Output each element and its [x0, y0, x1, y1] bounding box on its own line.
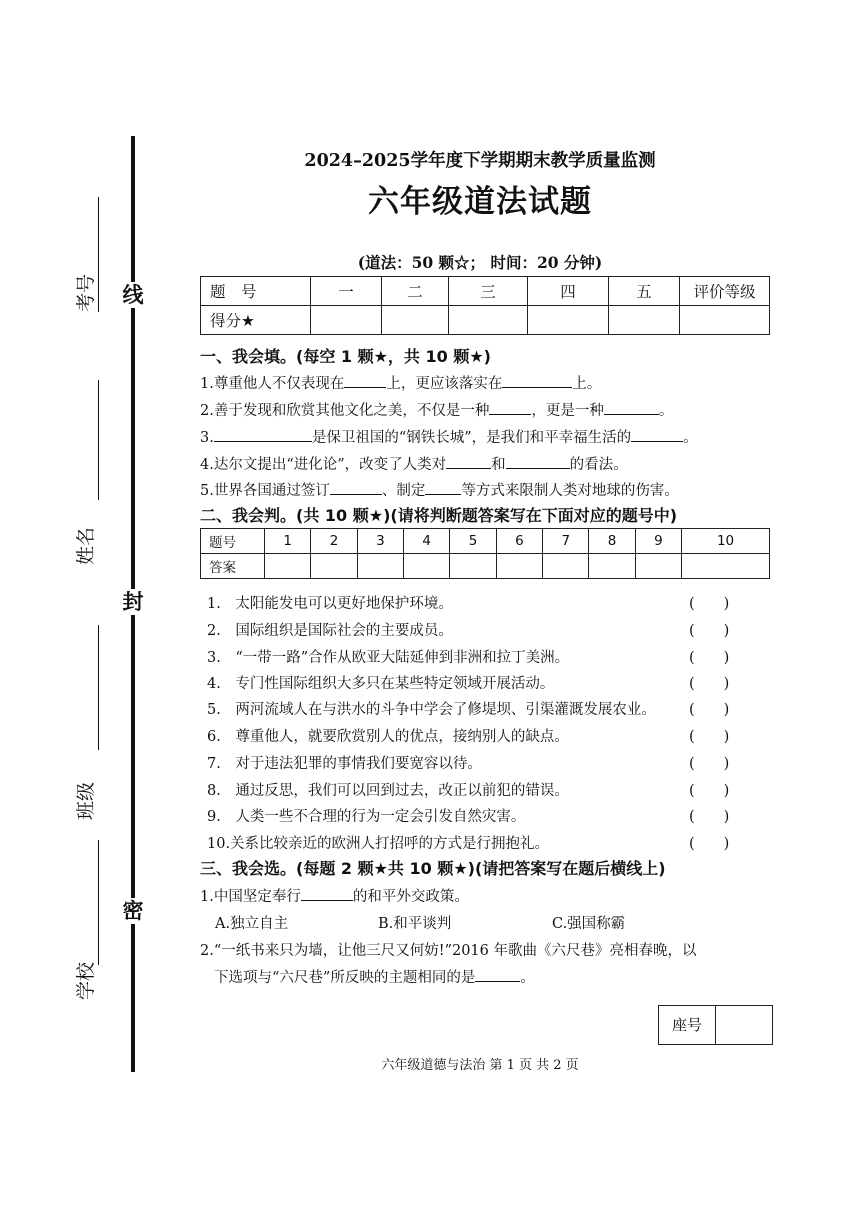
judgment-number: 4 [404, 529, 450, 554]
school-field[interactable] [72, 800, 102, 1000]
exam-number-label: 考号 [75, 273, 97, 312]
answer-parentheses[interactable]: ( ) [689, 836, 730, 852]
judgment-answer-cell[interactable] [404, 554, 450, 579]
answer-blank[interactable] [475, 967, 520, 982]
score-cell[interactable] [680, 306, 770, 335]
judgment-answer-cell[interactable] [357, 554, 403, 579]
fill-question-4: 4.达尔文提出“进化论”，改变了人类对 和 的看法。 [200, 453, 628, 474]
judgment-item-7: 7. 对于违法犯罪的事情我们要宽容以待。 ( ) [207, 752, 747, 773]
answer-parentheses[interactable]: ( ) [689, 650, 730, 666]
class-label: 班级 [75, 781, 97, 820]
answer-blank[interactable] [631, 427, 683, 442]
judgment-answer-cell[interactable] [589, 554, 635, 579]
judgment-item-4: 4. 专门性国际组织大多只在某些特定领域开展活动。 ( ) [207, 672, 747, 693]
score-cell[interactable] [528, 306, 609, 335]
seat-number-label: 座号 [659, 1006, 716, 1044]
page-footer: 六年级道德与法治 第 1 页 共 2 页 [381, 1058, 579, 1073]
judgment-item-10: 10.关系比较亲近的欧洲人打招呼的方式是行拥抱礼。 ( ) [207, 832, 747, 853]
judgment-number-row [201, 529, 770, 554]
section-3-heading: 三、我会选。(每题 2 颗★共 10 颗★)(请把答案写在题后横线上) [200, 859, 666, 878]
answer-blank[interactable] [446, 454, 491, 469]
choice-question-2-line-2: 下选项与“六尺巷”所反映的主题相同的是 。 [214, 966, 535, 987]
judgment-row-label: 题号 [201, 529, 265, 554]
answer-blank[interactable] [344, 373, 386, 388]
judgment-number: 7 [543, 529, 589, 554]
score-header-cell: 五 [609, 277, 680, 306]
judgment-answer-cell[interactable] [543, 554, 589, 579]
judgment-answer-cell[interactable] [450, 554, 496, 579]
seal-mark-feng: 封 [122, 589, 144, 614]
judgment-answer-table [200, 528, 770, 579]
judgment-item-2: 2. 国际组织是国际社会的主要成员。 ( ) [207, 619, 747, 640]
answer-parentheses[interactable]: ( ) [689, 809, 730, 825]
fill-question-2: 2.善于发现和欣赏其他文化之美，不仅是一种 ，更是一种 。 [200, 399, 673, 420]
judgment-item-9: 9. 人类一些不合理的行为一定会引发自然灾害。 ( ) [207, 805, 747, 826]
score-cell[interactable] [382, 306, 449, 335]
exam-info: (道法：50 颗☆； 时间：20 分钟) [357, 253, 603, 272]
answer-blank[interactable] [502, 373, 572, 388]
answer-blank[interactable] [330, 480, 382, 495]
score-header-cell: 四 [528, 277, 609, 306]
answer-parentheses[interactable]: ( ) [689, 729, 730, 745]
school-label: 学校 [75, 961, 97, 1000]
school-blank[interactable] [98, 840, 99, 965]
score-cell[interactable] [311, 306, 382, 335]
answer-parentheses[interactable]: ( ) [689, 783, 730, 799]
class-field[interactable] [72, 620, 102, 820]
judgment-number: 3 [357, 529, 403, 554]
option-b[interactable]: B.和平谈判 [378, 916, 452, 932]
choice-question-1: 1.中国坚定奉行 的和平外交政策。 [200, 885, 469, 906]
seat-number-input[interactable] [717, 1006, 772, 1044]
score-table [200, 276, 770, 335]
score-header-cell: 一 [311, 277, 382, 306]
judgment-number: 5 [450, 529, 496, 554]
judgment-item-6: 6. 尊重他人，就要欣赏别人的优点，接纳别人的缺点。 ( ) [207, 725, 747, 746]
answer-parentheses[interactable]: ( ) [689, 623, 730, 639]
judgment-item-5: 5. 两河流域人在与洪水的斗争中学会了修堤坝、引渠灌溉发展农业。 ( ) [207, 698, 747, 719]
exam-title: 六年级道法试题 [368, 184, 592, 220]
answer-parentheses[interactable]: ( ) [689, 596, 730, 612]
score-row-label: 得分★ [201, 306, 311, 335]
name-blank[interactable] [98, 380, 99, 500]
judgment-number: 2 [311, 529, 357, 554]
judgment-number: 8 [589, 529, 635, 554]
score-table-header-row [201, 277, 770, 306]
answer-blank[interactable] [301, 886, 353, 901]
judgment-answer-cell[interactable] [311, 554, 357, 579]
answer-parentheses[interactable]: ( ) [689, 702, 730, 718]
name-field[interactable] [72, 365, 102, 565]
judgment-number: 6 [496, 529, 542, 554]
answer-blank[interactable] [489, 400, 531, 415]
score-cell[interactable] [449, 306, 528, 335]
judgment-answer-cell[interactable] [635, 554, 681, 579]
class-blank[interactable] [98, 625, 99, 750]
answer-blank[interactable] [506, 454, 570, 469]
section-2-heading: 二、我会判。(共 10 颗★)(请将判断题答案写在下面对应的题号中) [200, 506, 678, 525]
fill-question-1: 1.尊重他人不仅表现在 上，更应该落实在 上。 [200, 372, 601, 393]
answer-blank[interactable] [425, 480, 461, 495]
judgment-item-1: 1. 太阳能发电可以更好地保护环境。 ( ) [207, 592, 747, 613]
answer-blank[interactable] [604, 400, 659, 415]
fill-question-3: 3. 是保卫祖国的“钢铁长城”，是我们和平幸福生活的 。 [200, 426, 698, 447]
exam-number-blank[interactable] [98, 197, 99, 312]
judgment-item-8: 8. 通过反思，我们可以回到过去，改正以前犯的错误。 ( ) [207, 779, 747, 800]
seal-mark-mi: 密 [122, 898, 144, 923]
score-table-score-row [201, 306, 770, 335]
section-1-heading: 一、我会填。(每空 1 颗★，共 10 颗★) [200, 347, 491, 366]
judgment-row-label: 答案 [201, 554, 265, 579]
option-c[interactable]: C.强国称霸 [552, 916, 626, 932]
judgment-answer-cell[interactable] [265, 554, 311, 579]
judgment-answer-cell[interactable] [496, 554, 542, 579]
choice-question-1-options [215, 912, 735, 932]
exam-subtitle: 2024–2025学年度下学期期末教学质量监测 [304, 151, 656, 171]
judgment-number: 1 [265, 529, 311, 554]
answer-parentheses[interactable]: ( ) [689, 676, 730, 692]
choice-question-2-line-1: 2.“一纸书来只为墙，让他三尺又何妨!”2016 年歌曲《六尺巷》亮相春晚，以 [200, 943, 697, 959]
judgment-answer-row [201, 554, 770, 579]
name-label: 姓名 [75, 526, 97, 565]
fill-question-5: 5.世界各国通过签订 、制定 等方式来限制人类对地球的伤害。 [200, 479, 679, 500]
seal-mark-xian: 线 [122, 282, 144, 307]
answer-blank[interactable] [214, 427, 312, 442]
score-header-cell: 三 [449, 277, 528, 306]
judgment-answer-cell[interactable] [682, 554, 770, 579]
judgment-number: 10 [682, 529, 770, 554]
judgment-number: 9 [635, 529, 681, 554]
exam-number-field[interactable] [72, 112, 102, 312]
score-header-cell: 题 号 [201, 277, 311, 306]
judgment-item-3: 3. “一带一路”合作从欧亚大陆延伸到非洲和拉丁美洲。 ( ) [207, 646, 747, 667]
answer-parentheses[interactable]: ( ) [689, 756, 730, 772]
seat-number-box [658, 1005, 773, 1045]
option-a[interactable]: A.独立自主 [215, 916, 289, 932]
score-header-cell: 二 [382, 277, 449, 306]
score-cell[interactable] [609, 306, 680, 335]
score-header-cell: 评价等级 [680, 277, 770, 306]
